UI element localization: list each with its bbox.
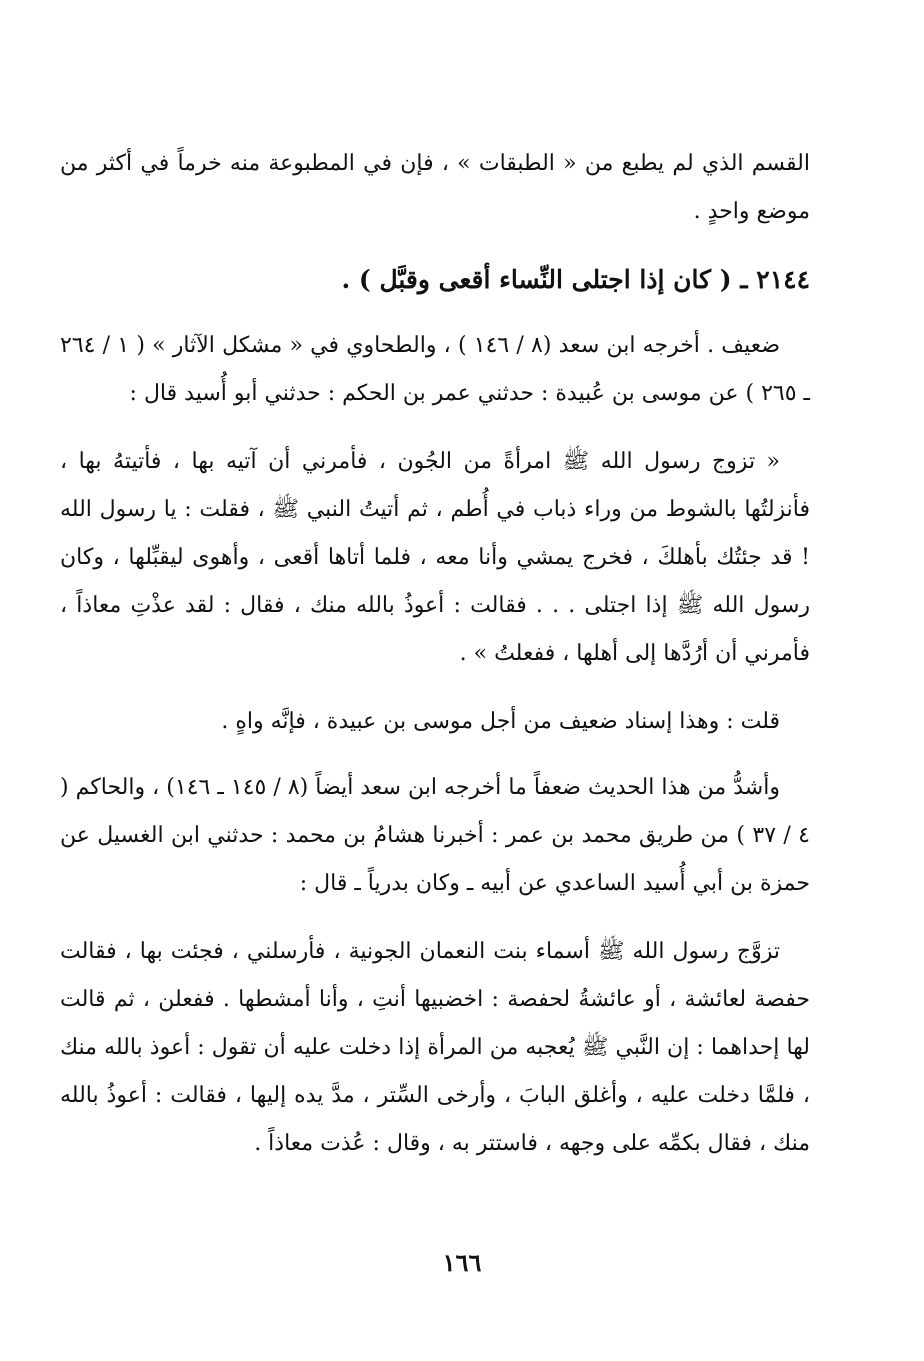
grading-paragraph: ضعيف . أخرجه ابن سعد (٨ / ١٤٦ ) ، والطحاوي في « مشكل الآثار » ( ١ / ٢٦٤ ـ ٢٦٥ ) عن موسى بن عُبيدة : حدثني عمر بن الحكم : حدثني أبو أُسيد قال : — [60, 333, 810, 406]
intro-paragraph: القسم الذي لم يطبع من « الطبقات » ، فإن في المطبوعة منه خرماً في أكثر من موضع واحدٍ . — [60, 151, 810, 224]
hadith-heading: ٢١٤٤ ـ ( كان إذا اجتلى النِّساء أقعى وقبَّل ) . — [341, 265, 810, 294]
page-number: ١٦٦ — [442, 1248, 482, 1277]
page-body — [60, 140, 810, 1188]
second-text-paragraph: تزوَّج رسول الله ﷺ أسماء بنت النعمان الجونية ، فأرسلني ، فجئت بها ، فقالت حفصة لعائشة ، أو عائشةُ لحفصة : اخضبيها أنتِ ، وأنا أمشطها . ففعلن ، ثم قالت لها إحداهما : إن النَّبي ﷺ يُعجبه من المرأة إذا دخلت عليه أن تقول : أعوذ بالله منك ، فلمَّا دخلت عليه ، وأغلق البابَ ، وأرخى السِّتر ، مدَّ يده إليها ، فقالت : أعوذُ بالله منك ، فقال بكمِّه على وجهه ، فاستتر به ، وقال : عُذت معاذاً . — [60, 939, 810, 1156]
second-route-paragraph: وأشدُّ من هذا الحديث ضعفاً ما أخرجه ابن سعد أيضاً (٨ / ١٤٥ ـ ١٤٦) ، والحاكم ( ٤ / ٣٧ ) من طريق محمد بن عمر : أخبرنا هشامُ بن محمد : حدثني ابن الغسيل عن حمزة بن أبي أُسيد الساعدي عن أبيه ـ وكان بدرياً ـ قال : — [60, 775, 810, 896]
comment-paragraph: قلت : وهذا إسناد ضعيف من أجل موسى بن عبيدة ، فإنَّه واهٍ . — [221, 709, 780, 734]
hadith-text-paragraph: « تزوج رسول الله ﷺ امرأةً من الجُون ، فأمرني أن آتيه بها ، فأتيتهُ بها ، فأنزلتُها بالشوط من وراء ذباب في أُطم ، ثم أتيتُ النبي ﷺ ، فقلت : يا رسول الله ! قد جئتُك بأهلكَ ، فخرج يمشي وأنا معه ، فلما أتاها أقعى ، وأهوى ليقبِّلها ، وكان رسول الله ﷺ إذا اجتلى . . . فقالت : أعوذُ بالله منك ، فقال : لقد عذْتِ معاذاً ، فأمرني أن أرُدَّها إلى أهلها ، ففعلتُ » . — [60, 449, 810, 666]
